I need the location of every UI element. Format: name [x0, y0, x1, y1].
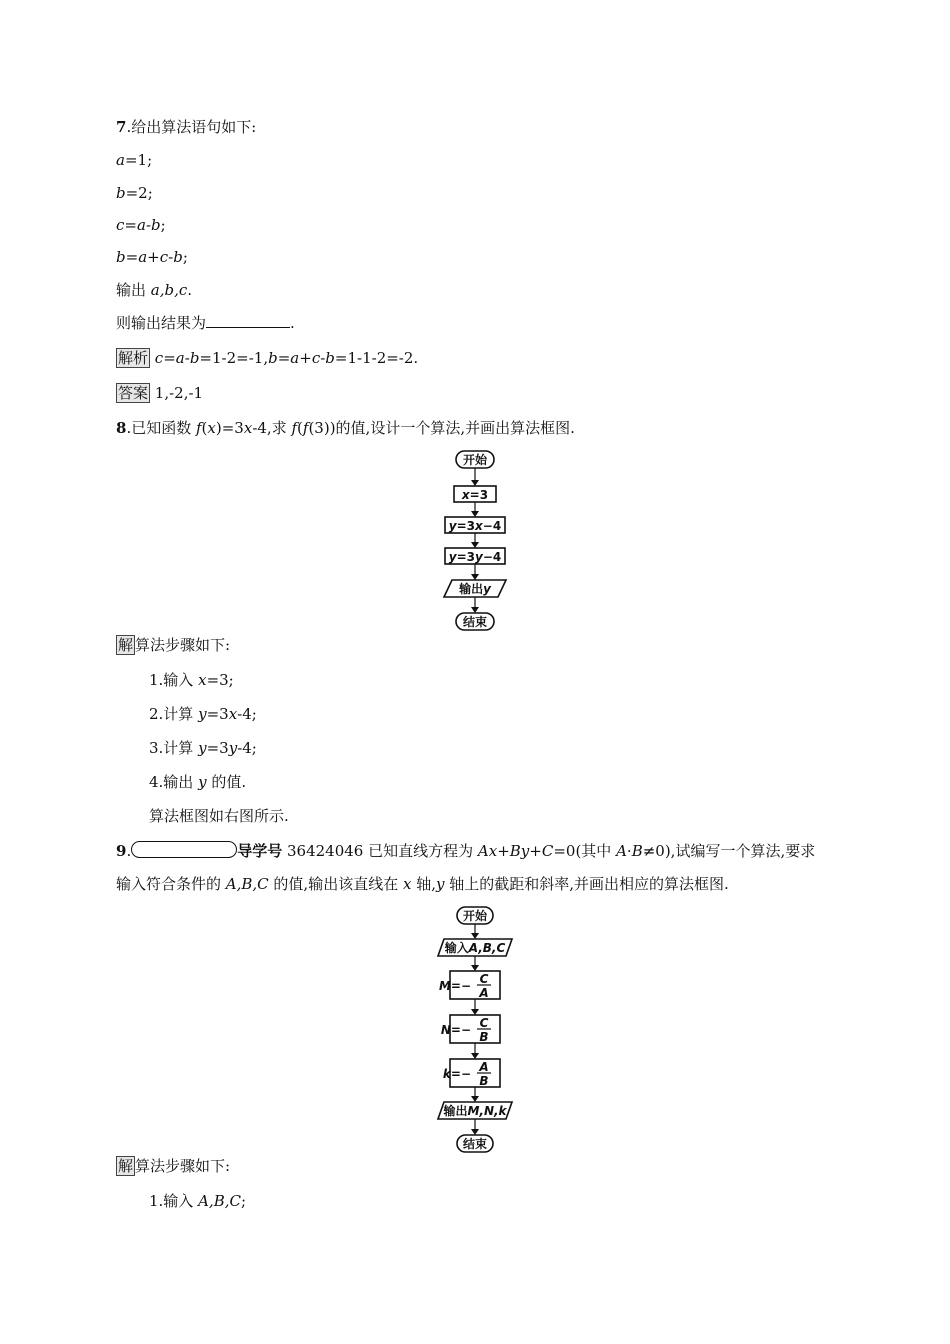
- q7-statement-4: b=a+c-b;: [116, 248, 188, 266]
- svg-text:M=−: M=−: [438, 979, 471, 993]
- q8-step-2: 2.计算 y=3x-4;: [149, 705, 257, 723]
- answer-blank: [206, 313, 290, 328]
- flow-start-label: 开始: [462, 453, 488, 467]
- q8-stem: 8.已知函数 f(x)=3x-4,求 f(f(3))的值,设计一个算法,并画出算法框图.: [116, 419, 575, 437]
- svg-text:A: A: [479, 1060, 489, 1074]
- svg-text:C: C: [479, 1016, 489, 1030]
- svg-text:A: A: [479, 986, 489, 1000]
- q8-step-1: 1.输入 x=3;: [149, 671, 234, 689]
- q8-step-3: 3.计算 y=3y-4;: [149, 739, 257, 757]
- analysis-label: 解析: [118, 349, 149, 367]
- q7-statement-3: c=a-b;: [116, 216, 166, 234]
- svg-text:输出M,N,k: 输出M,N,k: [443, 1104, 507, 1118]
- svg-text:B: B: [479, 1030, 489, 1044]
- q7-stem: 7.给出算法语句如下:: [116, 118, 257, 136]
- q7-statement-2: b=2;: [116, 184, 153, 202]
- flow-start-label: 开始: [462, 909, 488, 923]
- svg-text:输出y: 输出y: [459, 582, 491, 596]
- q9-solution-intro: 解 算法步骤如下:: [118, 1157, 231, 1175]
- svg-text:x=3: x=3: [461, 488, 489, 502]
- flow-end-label: 结束: [462, 1137, 488, 1151]
- q7-question: 则输出结果为 .: [116, 314, 295, 332]
- svg-text:y=3x−4: y=3x−4: [448, 519, 502, 533]
- q7-output-statement: 输出 a,b,c.: [116, 281, 193, 299]
- q8-note: 算法框图如右图所示.: [149, 807, 289, 825]
- flow-end-label: 结束: [462, 615, 488, 629]
- q7-analysis: 解析 c=a-b=1-2=-1,b=a+c-b=1-1-2=-2.: [118, 349, 419, 367]
- q8-step-4: 4.输出 y 的值.: [149, 773, 247, 791]
- q8-flowchart: [420, 448, 530, 634]
- svg-text:y=3y−4: y=3y−4: [448, 550, 502, 564]
- solution-label: 解: [118, 1157, 134, 1175]
- answer-label: 答案: [118, 384, 149, 402]
- svg-text:k=−: k=−: [442, 1067, 471, 1081]
- svg-text:C: C: [479, 972, 489, 986]
- q9-step-1: 1.输入 A,B,C;: [149, 1192, 247, 1210]
- q8-solution-intro: 解 算法步骤如下:: [118, 636, 231, 654]
- svg-text:N=−: N=−: [440, 1023, 471, 1037]
- solution-label: 解: [118, 636, 134, 654]
- svg-text:B: B: [479, 1074, 489, 1088]
- q9-flowchart: [420, 904, 530, 1156]
- q7-answer: 答案 1,-2,-1: [118, 384, 204, 402]
- q9-stem-line-2: 输入符合条件的 A,B,C 的值,输出该直线在 x 轴,y 轴上的截距和斜率,并画出相应的算法框图.: [116, 875, 729, 893]
- q7-statement-1: a=1;: [116, 151, 153, 169]
- guide-number-badge: [131, 841, 237, 858]
- svg-text:输入A,B,C: 输入A,B,C: [444, 941, 506, 955]
- q9-stem-line-1: 9. 导学号 36424046 已知直线方程为 Ax+By+C=0(其中 A·B≠0),试编写一个算法,要求: [116, 842, 816, 860]
